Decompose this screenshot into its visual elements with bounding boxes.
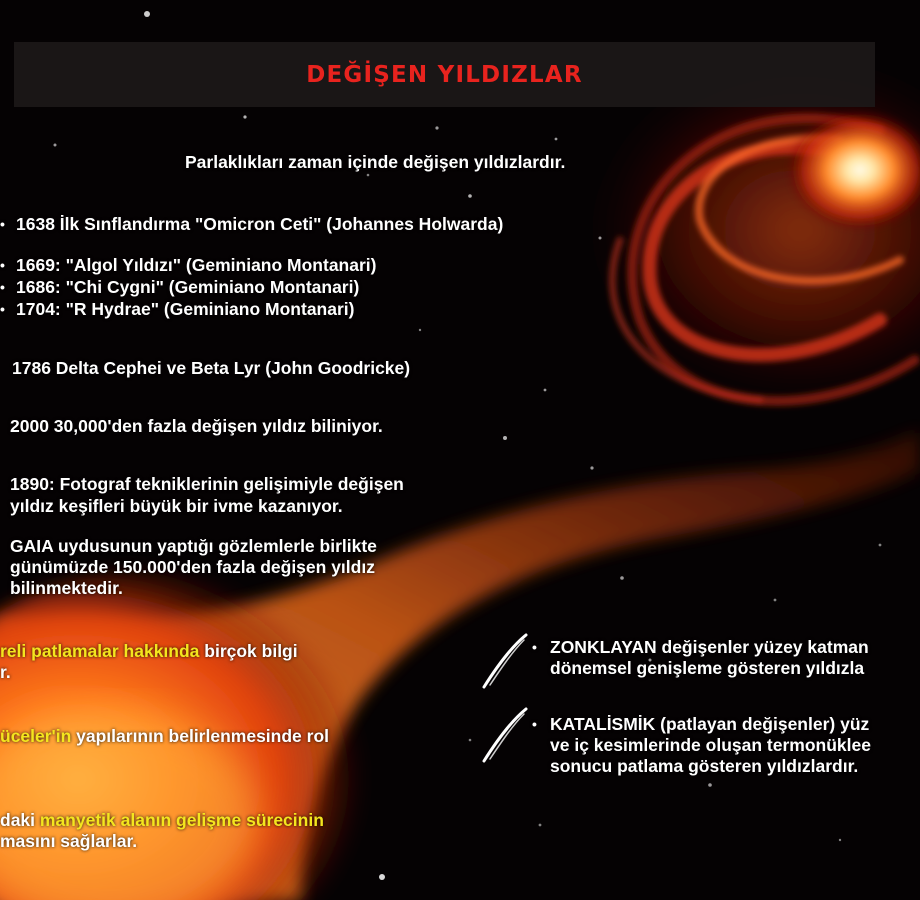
- list-item: [0, 214, 503, 235]
- subtitle: Parlaklıkları zaman içinde değişen yıldızlardır.: [185, 152, 566, 172]
- type-cataclysmic-line1: KATALİSMİK (patlayan değişenler) yüz: [550, 714, 870, 734]
- history-item-2000: 2000 30,000'den fazla değişen yıldız biliniyor.: [10, 416, 383, 436]
- importance-p3-line1: [0, 810, 324, 831]
- history-item-1669: 1669: "Algol Yıldızı" (Geminiano Montanari): [16, 255, 377, 275]
- list-item: [0, 299, 354, 320]
- list-item: [0, 277, 359, 298]
- title-bar: [14, 42, 875, 107]
- bullet: •: [0, 216, 5, 232]
- list-item: [532, 637, 869, 658]
- history-item-1638: 1638 İlk Sınflandırma "Omicron Ceti" (Johannes Holwarda): [16, 214, 504, 234]
- type-cataclysmic-line3: sonucu patlama gösteren yıldızlardır.: [550, 756, 859, 776]
- importance-p2: [0, 726, 329, 747]
- list-item: [0, 255, 377, 276]
- bullet: •: [532, 716, 537, 732]
- bullet: •: [532, 639, 537, 655]
- gaia-line3: bilinmektedir.: [10, 578, 123, 598]
- type-pulsating-line1: ZONKLAYAN değişenler yüzey katman: [550, 637, 869, 657]
- page-title: DEĞİŞEN YILDIZLAR: [306, 61, 583, 88]
- type-pulsating-line2: dönemsel genişleme gösteren yıldızla: [550, 658, 865, 678]
- list-item: [532, 714, 869, 735]
- history-item-1704: 1704: "R Hydrae" (Geminiano Montanari): [16, 299, 355, 319]
- highlight-text: manyetik alanın gelişme sürecinin: [39, 810, 324, 830]
- history-item-1686: 1686: "Chi Cygni" (Geminiano Montanari): [16, 277, 360, 297]
- history-item-1786: 1786 Delta Cephei ve Beta Lyr (John Goodricke): [12, 358, 411, 378]
- importance-p3-line2: masını sağlarlar.: [0, 831, 138, 851]
- importance-p1-line2: r.: [0, 662, 11, 682]
- highlight-text: üceler'in: [0, 726, 72, 746]
- highlight-text: reli patlamalar hakkında: [0, 641, 200, 661]
- plain-text: yapılarının belirlenmesinde rol: [71, 726, 329, 746]
- bullet: •: [0, 279, 5, 295]
- gaia-line1: GAIA uydusunun yaptığı gözlemlerle birlikte: [10, 536, 377, 556]
- plain-text: daki: [0, 810, 40, 830]
- importance-p1-line1: [0, 641, 298, 662]
- type-cataclysmic-line2: ve iç kesimlerinde oluşan termonüklee: [550, 735, 871, 755]
- comet-slash-icon: [480, 706, 530, 764]
- plain-text: birçok bilgi: [199, 641, 298, 661]
- bullet: •: [0, 257, 5, 273]
- bullet: •: [0, 301, 5, 317]
- history-item-1890-line2: yıldız keşifleri büyük bir ivme kazanıyor.: [10, 496, 343, 516]
- comet-slash-icon: [480, 632, 530, 690]
- history-item-1890-line1: 1890: Fotograf tekniklerinin gelişimiyle değişen: [10, 474, 404, 494]
- gaia-line2: günümüzde 150.000'den fazla değişen yıldız: [10, 557, 375, 577]
